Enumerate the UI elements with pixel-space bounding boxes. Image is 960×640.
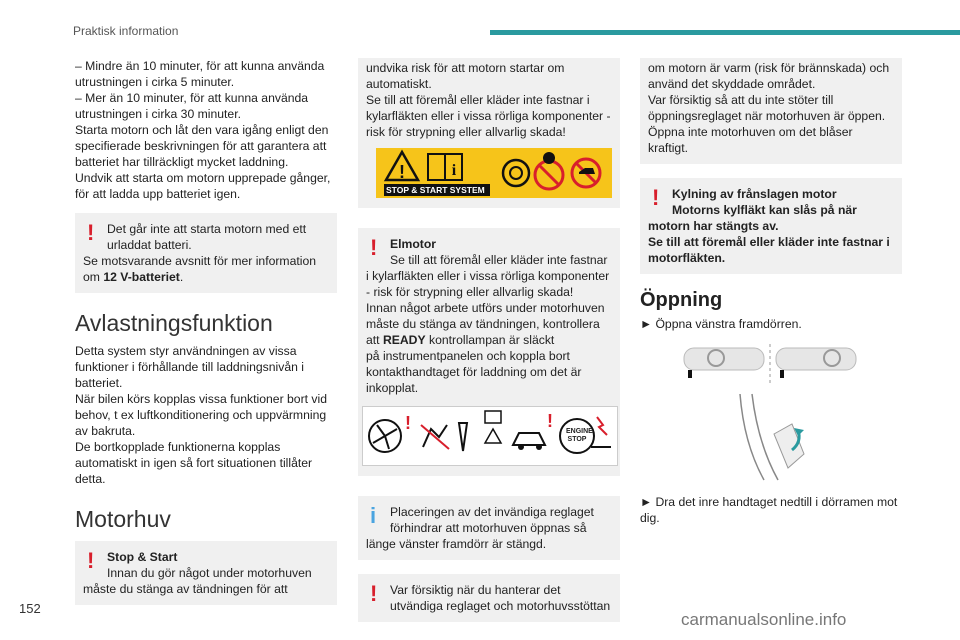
text-line: för att ladda upp batteriet igen. bbox=[75, 187, 241, 201]
text-line: Motorns kylfläkt kan slås på när bbox=[672, 203, 857, 217]
text-line: måste du stänga av tändningen, kontrollera bbox=[366, 317, 600, 331]
warning-icon: ! bbox=[370, 235, 378, 260]
text-line: specifierade beskrivningen för att garantera att bbox=[75, 139, 327, 153]
stop-start-warning-sticker bbox=[376, 148, 612, 198]
text-line: utrustningen i cirka 30 minuter. bbox=[75, 107, 241, 121]
warning-box-continued bbox=[358, 58, 620, 208]
warning-title: Elmotor bbox=[390, 237, 437, 251]
text-line: på instrumentpanelen och koppla bort bbox=[366, 349, 570, 363]
warning-box-exterior-release bbox=[358, 574, 620, 622]
text-line: öppningsreglaget när motorhuven är öppen. bbox=[648, 109, 886, 123]
text-line: Var försiktig när du hanterar det bbox=[390, 583, 561, 597]
text-line: inkopplat. bbox=[366, 381, 419, 395]
text-line: att READY kontrollampan är släckt bbox=[366, 333, 555, 347]
text-line: av bakruta. bbox=[75, 424, 136, 438]
text-line: Innan du gör något under motorhuven bbox=[107, 566, 312, 580]
info-box-interior-release bbox=[358, 496, 620, 560]
header-accent-bar bbox=[490, 30, 960, 35]
step-2: ► Dra det inre handtaget nedtill i dörramen mot bbox=[640, 495, 898, 509]
text-line: i kylarfläkten eller i vissa rörliga komponenter bbox=[366, 269, 610, 283]
warning-box-cooling-fan bbox=[640, 178, 902, 274]
text-line: funktioner i förhållande till laddningsnivån i bbox=[75, 360, 304, 374]
text-line: behov, t ex luftkonditionering och uppvärmning bbox=[75, 408, 327, 422]
text-line: urladdat batteri. bbox=[107, 238, 192, 252]
column-1 bbox=[75, 58, 337, 605]
warning-icon: ! bbox=[87, 548, 95, 573]
warning-icon: ! bbox=[87, 220, 95, 245]
engine-stop-label: ENGINE STOP bbox=[566, 428, 593, 443]
text-line: automatiskt in igen så fort situationen tillåter bbox=[75, 456, 313, 470]
text-line: Se till att föremål eller kläder inte fastnar i bbox=[648, 235, 890, 249]
section-heading-motorhuv: Motorhuv bbox=[75, 506, 171, 532]
info-icon: i bbox=[370, 503, 377, 528]
warning-box-battery bbox=[75, 213, 337, 293]
warning-box-hot-engine bbox=[640, 58, 902, 164]
text-line: När bilen körs kopplas vissa funktioner bort vid bbox=[75, 392, 327, 406]
text-line: - risk för strypning eller allvarlig skada! bbox=[366, 285, 574, 299]
page-number: 152 bbox=[19, 601, 41, 616]
svg-text:!: ! bbox=[399, 162, 405, 182]
text-line: – Mindre än 10 minuter, för att kunna använda bbox=[75, 59, 325, 73]
warning-box-elmotor bbox=[358, 228, 620, 476]
sticker-label: STOP & START SYSTEM bbox=[386, 185, 485, 195]
text-line: Detta system styr användningen av vissa bbox=[75, 344, 297, 358]
warning-box-stop-start bbox=[75, 541, 337, 605]
text-line: Undvik att starta om motorn upprepade gånger, bbox=[75, 171, 331, 185]
text-line: De bortkopplade funktionerna kopplas bbox=[75, 440, 281, 454]
hood-release-illustration bbox=[680, 344, 860, 484]
watermark: carmanualsonline.info bbox=[681, 610, 847, 629]
text-line: måste du stänga av tändningen för att bbox=[83, 582, 288, 596]
text-line: utvändiga reglaget och motorhuvsstöttan bbox=[390, 599, 611, 613]
text-line: om motorn är varm (risk för brännskada) och bbox=[648, 61, 890, 75]
step-2-cont: dig. bbox=[640, 511, 660, 525]
section-heading-avlastning: Avlastningsfunktion bbox=[75, 310, 273, 336]
warning-icon: ! bbox=[652, 185, 660, 210]
text-line: motorfläkten. bbox=[648, 251, 726, 265]
text-line: Se motsvarande avsnitt för mer information bbox=[83, 254, 317, 268]
text-line: Se till att föremål eller kläder inte fastnar bbox=[390, 253, 608, 267]
text-line: Placeringen av det invändiga reglaget bbox=[390, 505, 594, 519]
electric-motor-warning-sticker bbox=[362, 406, 618, 466]
text-line: batteriet har tillräckligt mycket laddning. bbox=[75, 155, 289, 169]
text-line: risk för strypning eller allvarlig skada! bbox=[366, 125, 566, 139]
svg-text:i: i bbox=[451, 162, 457, 179]
text-line: kontakthandtaget för laddning om det är bbox=[366, 365, 582, 379]
text-line: motorn har stängts av. bbox=[648, 219, 779, 233]
column-3 bbox=[640, 58, 902, 526]
text-line: undvika risk för att motorn startar om bbox=[366, 61, 565, 75]
warning-title: Stop & Start bbox=[107, 550, 178, 564]
text-line: utrustningen i cirka 5 minuter. bbox=[75, 75, 235, 89]
svg-text:!: ! bbox=[547, 411, 553, 431]
warning-title: Kylning av frånslagen motor bbox=[672, 187, 837, 201]
text-line: Starta motorn och låt den vara igång enligt den bbox=[75, 123, 329, 137]
text-line: Innan något arbete utförs under motorhuven bbox=[366, 301, 605, 315]
text-line: Det går inte att starta motorn med ett bbox=[107, 222, 307, 236]
step-1: ► Öppna vänstra framdörren. bbox=[640, 317, 802, 331]
text-line: förhindrar att motorhuven öppnas så bbox=[390, 521, 587, 535]
header-title: Praktisk information bbox=[73, 24, 179, 38]
text-line: Se till att föremål eller kläder inte fastnar i bbox=[366, 93, 590, 107]
hood-release-diagram-icon bbox=[680, 344, 860, 484]
text-line: automatiskt. bbox=[366, 77, 432, 91]
text-line: batteriet. bbox=[75, 376, 123, 390]
text-line: – Mer än 10 minuter, för att kunna använda bbox=[75, 91, 309, 105]
text-line: kylarfläkten eller i vissa rörliga komponenter - bbox=[366, 109, 611, 123]
text-line: Var försiktig så att du inte stöter till bbox=[648, 93, 834, 107]
svg-text:!: ! bbox=[405, 413, 411, 433]
link-12v-battery[interactable]: 12 V-batteriet bbox=[103, 270, 180, 284]
text-line: använd det skyddade området. bbox=[648, 77, 816, 91]
warning-icon: ! bbox=[370, 581, 378, 606]
text-line: om 12 V-batteriet. bbox=[83, 270, 184, 284]
text-line: detta. bbox=[75, 472, 106, 486]
text-line: länge vänster framdörr är stängd. bbox=[366, 537, 547, 551]
ready-indicator-label: READY bbox=[382, 333, 426, 347]
section-heading-oppning: Öppning bbox=[640, 289, 723, 311]
column-2 bbox=[358, 58, 620, 622]
text-line: Öppna inte motorhuven om det blåser kraftigt. bbox=[648, 125, 853, 155]
